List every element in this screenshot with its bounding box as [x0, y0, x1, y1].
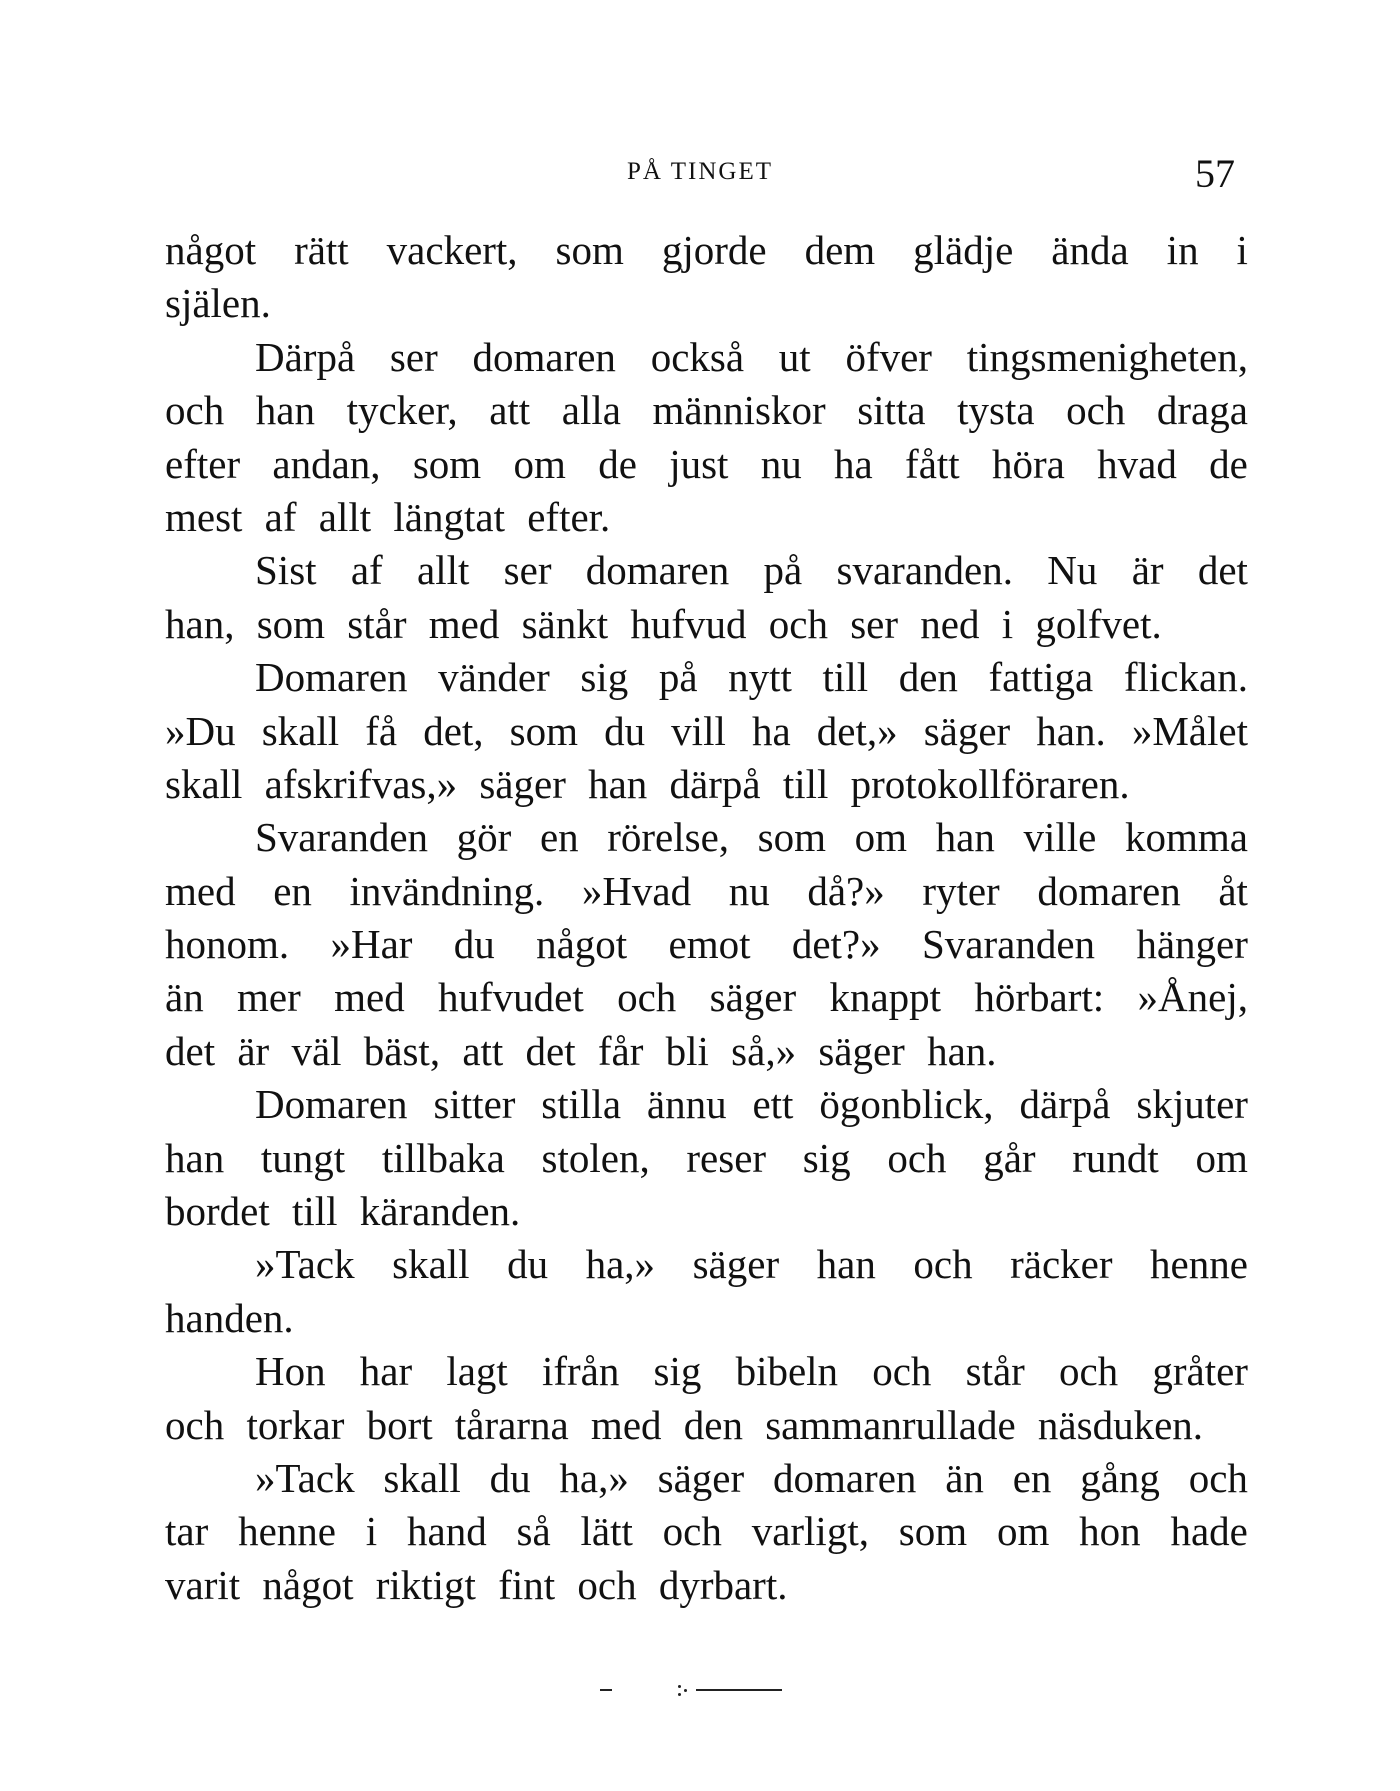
- ornament-dot: [684, 1689, 687, 1692]
- paragraph-first-line: Domaren sitter stilla ännu ett ögonblick, därpå skjuter: [255, 1081, 1248, 1128]
- paragraph-first-line: Sist af allt ser domaren på svaranden. Nu är det: [255, 547, 1248, 594]
- page-number: 57: [1195, 151, 1235, 196]
- text-line: han tungt tillbaka stolen, reser sig och går rundt om: [165, 1134, 1248, 1181]
- paragraph-first-line: »Tack skall du ha,» säger domaren än en gång och: [255, 1454, 1248, 1501]
- text-line: bordet till käranden.: [165, 1188, 521, 1235]
- text-line: själen.: [165, 280, 271, 327]
- text-line: tar henne i hand så lätt och varligt, som om hon hade: [165, 1508, 1248, 1555]
- ornament-dash-right: [696, 1689, 782, 1691]
- paragraph-first-line: Därpå ser domaren också ut öfver tingsmenigheten,: [255, 333, 1248, 380]
- text-line: mest af allt längtat efter.: [165, 493, 611, 540]
- text-line: och han tycker, att alla människor sitta tysta och draga: [165, 387, 1248, 434]
- paragraph-first-line: Domaren vänder sig på nytt till den fattiga flickan.: [255, 654, 1248, 701]
- text-line: något rätt vackert, som gjorde dem glädje ända in i: [165, 227, 1248, 273]
- text-line: och torkar bort tårarna med den sammanrullade näsduken.: [165, 1401, 1204, 1448]
- text-line: varit något riktigt fint och dyrbart.: [165, 1561, 788, 1608]
- paragraph-first-line: Svaranden gör en rörelse, som om han ville komma: [255, 814, 1248, 861]
- text-line: med en invändning. »Hvad nu då?» ryter domaren åt: [165, 867, 1248, 914]
- running-header: PÅ TINGET: [626, 158, 773, 185]
- text-line: »Du skall få det, som du vill ha det,» säger han. »Målet: [165, 707, 1248, 754]
- section-end-ornament: [600, 1680, 800, 1700]
- text-line: än mer med hufvudet och säger knappt hörbart: »Ånej,: [165, 974, 1248, 1021]
- paragraph-first-line: Hon har lagt ifrån sig bibeln och står och gråter: [255, 1348, 1248, 1395]
- ornament-dot: [678, 1693, 681, 1696]
- paragraph-first-line: »Tack skall du ha,» säger han och räcker henne: [255, 1241, 1248, 1288]
- text-line: skall afskrifvas,» säger han därpå till protokollföraren.: [165, 760, 1130, 807]
- text-line: det är väl bäst, att det får bli så,» säger han.: [165, 1027, 997, 1074]
- text-line: honom. »Har du något emot det?» Svaranden hänger: [165, 921, 1248, 968]
- text-line: han, som står med sänkt hufvud och ser ned i golfvet.: [165, 600, 1162, 647]
- ornament-dot: [678, 1685, 681, 1688]
- ornament-dash-left: [600, 1689, 612, 1691]
- text-line: efter andan, som om de just nu ha fått höra hvad de: [165, 440, 1248, 487]
- body-text: [165, 224, 1248, 1612]
- text-line: handen.: [165, 1294, 294, 1341]
